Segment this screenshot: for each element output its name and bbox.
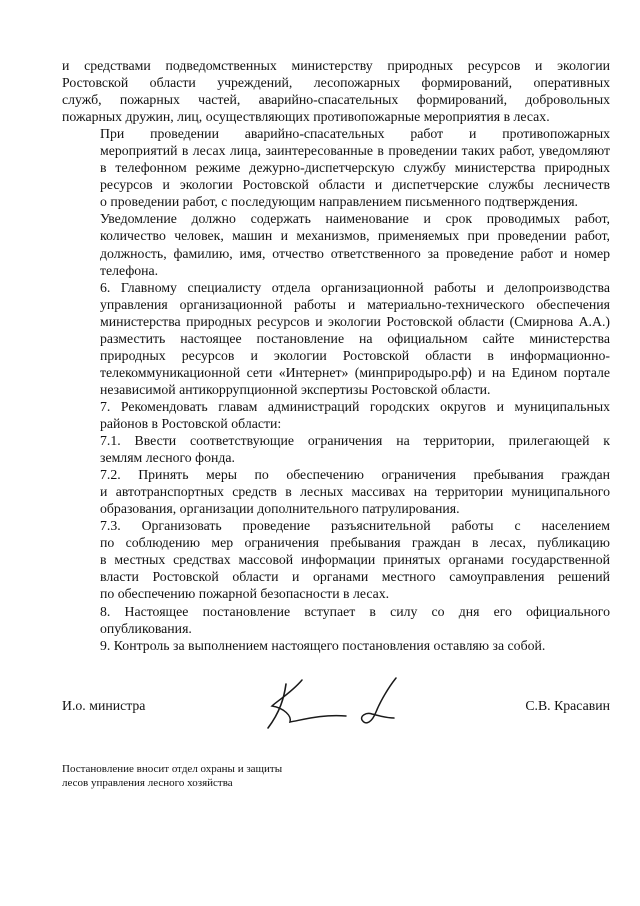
text-line: 8. Настоящее постановление вступает в силу со дня его официального bbox=[100, 603, 610, 619]
footer-note-line: Постановление вносит отдел охраны и защиты bbox=[62, 763, 283, 775]
text-line: мероприятий в лесах лица, заинтересованные в проведении таких работ, уведомляют bbox=[100, 143, 610, 159]
handwritten-signature bbox=[262, 672, 402, 736]
paragraph-p-notify bbox=[62, 125, 610, 210]
paragraph-p-7-2 bbox=[62, 466, 610, 517]
text-line: природных ресурсов и экологии Ростовской области в информационно- bbox=[100, 347, 610, 363]
text-line: районов в Ростовской области: bbox=[100, 415, 282, 431]
text-line: разместить настоящее постановление на официальном сайте министерства bbox=[100, 330, 610, 346]
text-line: министерства природных ресурсов и экологии Ростовской области (Смирнова А.А.) bbox=[100, 313, 610, 329]
text-line: должность, фамилию, имя, отчество ответственного за проведение работ и номер bbox=[100, 245, 610, 261]
signatory-name: С.В. Красавин bbox=[525, 698, 610, 713]
text-line: 7.3. Организовать проведение разъяснительной работы с населением bbox=[100, 518, 610, 534]
text-line: независимой антикоррупционной экспертизы Ростовской области. bbox=[100, 381, 491, 397]
footer-note bbox=[62, 762, 382, 790]
paragraph-p-7-3 bbox=[62, 517, 610, 602]
text-line: телекоммуникационной сети «Интернет» (минприродыро.рф) и на Едином портале bbox=[100, 364, 610, 380]
paragraph-p-6 bbox=[62, 279, 610, 398]
signatory-role: И.о. министра bbox=[62, 698, 146, 713]
text-line: образования, организации дополнительного патрулирования. bbox=[100, 501, 460, 517]
paragraph-p-8 bbox=[62, 603, 610, 637]
text-line: о проведении работ, с последующим направлением письменного подтверждения. bbox=[100, 194, 578, 210]
text-line: в местных средствах массовой информации принятых органами государственной bbox=[100, 552, 610, 568]
text-line: 7. Рекомендовать главам администраций городских округов и муниципальных bbox=[100, 398, 610, 414]
text-line: управления организационной работы и материально-технического обеспечения bbox=[100, 296, 610, 312]
footer-note-line: лесов управления лесного хозяйства bbox=[62, 777, 233, 789]
document-body bbox=[62, 57, 610, 654]
text-line: При проведении аварийно-спасательных работ и противопожарных bbox=[100, 126, 610, 142]
text-line: 9. Контроль за выполнением настоящего постановления оставляю за собой. bbox=[100, 637, 546, 653]
text-line: 7.1. Ввести соответствующие ограничения на территории, прилегающей к bbox=[100, 433, 610, 449]
text-line: пожарных дружин, лиц, осуществляющих противопожарные мероприятия в лесах. bbox=[62, 109, 550, 125]
text-line: телефона. bbox=[100, 262, 159, 278]
text-line: ресурсов и экологии Ростовской области и диспетчерские службы лесничеств bbox=[100, 177, 610, 193]
text-line: власти Ростовской области и органами местного самоуправления решений bbox=[100, 569, 610, 585]
text-line: Уведомление должно содержать наименование и срок проводимых работ, bbox=[100, 211, 610, 227]
text-line: количество человек, машин и механизмов, применяемых при проведении работ, bbox=[100, 228, 610, 244]
text-line: 6. Главному специалисту отдела организационной работы и делопроизводства bbox=[100, 279, 610, 295]
paragraph-p-cont bbox=[62, 57, 610, 125]
paragraph-p-7-1 bbox=[62, 432, 610, 466]
text-line: служб, пожарных частей, аварийно-спасательных формирований, добровольных bbox=[62, 92, 610, 108]
text-line: Ростовской области учреждений, лесопожарных формирований, оперативных bbox=[62, 75, 610, 91]
text-line: по обеспечению пожарной безопасности в лесах. bbox=[100, 586, 390, 602]
text-line: опубликования. bbox=[100, 620, 192, 636]
text-line: и средствами подведомственных министерству природных ресурсов и экологии bbox=[62, 58, 610, 73]
text-line: в телефонном режиме дежурно-диспетчерскую службу министерства природных bbox=[100, 160, 610, 176]
text-line: землям лесного фонда. bbox=[100, 450, 235, 466]
paragraph-p-9 bbox=[62, 637, 610, 654]
paragraph-p-7 bbox=[62, 398, 610, 432]
text-line: по соблюдению мер ограничения пребывания граждан в лесах, публикацию bbox=[100, 535, 610, 551]
paragraph-p-content bbox=[62, 210, 610, 278]
text-line: 7.2. Принять меры по обеспечению ограничения пребывания граждан bbox=[100, 467, 610, 483]
text-line: и автотранспортных средств в лесных массивах на территории муниципального bbox=[100, 484, 610, 500]
